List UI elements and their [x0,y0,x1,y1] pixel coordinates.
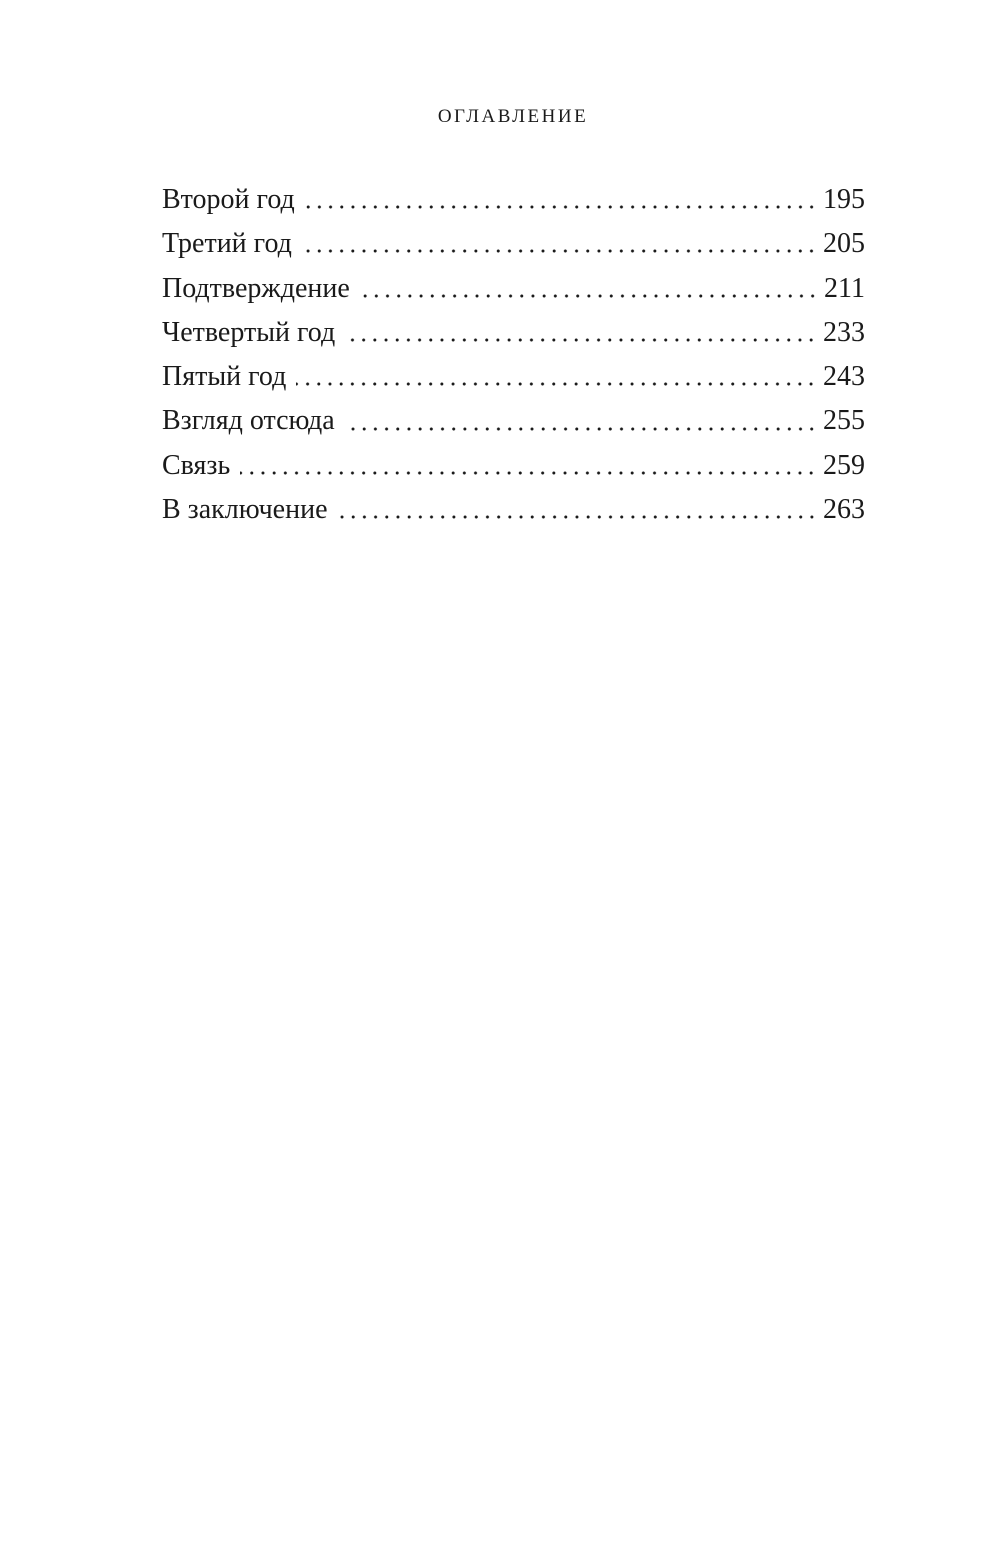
toc-heading: ОГЛАВЛЕНИЕ [437,106,589,127]
toc-entry-title: Связь [162,449,231,481]
dot-leader [345,328,817,348]
toc-entry-title: Второй год [162,184,295,215]
toc-entry [162,311,865,355]
toc-entry [162,222,865,266]
toc-entry-page: 259 [823,449,865,481]
dot-leader [360,284,818,304]
toc-entry-page: 255 [823,405,865,437]
dot-leader [296,372,817,392]
toc-entry [162,399,865,443]
toc-entry-title: Третий год [162,228,292,260]
toc-entry [162,267,865,311]
dot-leader [305,195,817,215]
dot-leader [240,461,817,481]
toc-entry [162,444,865,488]
toc-entry [162,178,865,222]
toc-entry-title: В заключение [162,494,328,526]
toc-entry-page: 263 [823,494,865,526]
dot-leader [302,239,817,259]
toc-entry-page: 211 [824,272,865,304]
toc-entry-title: Пятый год [162,361,287,393]
toc-entry [162,355,865,399]
toc-entry-page: 205 [823,228,865,260]
dot-leader [345,417,817,437]
toc-entry-title: Четвертый год [162,316,336,348]
toc-entry-title: Подтверждение [162,272,350,304]
toc-entry-title: Взгляд отсюда [162,405,335,437]
toc-entry-page: 195 [823,184,865,215]
toc-entry [162,488,865,532]
toc-entry-page: 243 [823,361,865,393]
toc-list [162,178,865,532]
toc-entry-page: 233 [823,316,865,348]
dot-leader [338,505,818,525]
